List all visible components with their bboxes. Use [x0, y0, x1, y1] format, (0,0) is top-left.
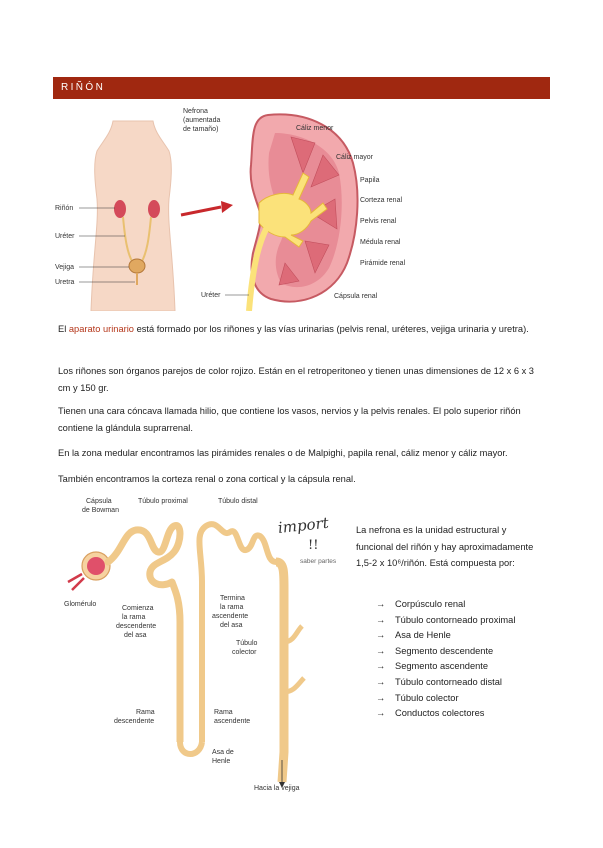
- label-hacia-vejiga: [254, 785, 300, 792]
- svg-text:Comienza: Comienza: [122, 605, 154, 612]
- svg-text:Cápsula renal: Cápsula renal: [334, 293, 378, 300]
- label-tubulo-colector: [232, 640, 258, 656]
- svg-text:del asa: del asa: [124, 632, 147, 639]
- list-item: → Conductos colectores: [376, 706, 556, 722]
- list-item: → Corpúsculo renal: [376, 597, 556, 613]
- svg-text:Uréter: Uréter: [201, 292, 221, 299]
- label-glomerulo: [64, 601, 96, 608]
- svg-text:Túbulo proximal: Túbulo proximal: [138, 498, 188, 505]
- list-item: → Segmento ascendente: [376, 659, 556, 675]
- loop-of-henle: [180, 742, 202, 754]
- label-caliz-mayor: [336, 154, 374, 161]
- section-header: [53, 77, 550, 99]
- label-capsula-bowman: [82, 498, 119, 514]
- svg-text:del asa: del asa: [220, 622, 243, 629]
- svg-text:Nefrona: Nefrona: [183, 108, 208, 115]
- descending-limb: [172, 582, 180, 742]
- arrow-icon: →: [376, 599, 386, 609]
- svg-text:colector: colector: [232, 649, 257, 656]
- svg-text:ascendente: ascendente: [214, 718, 251, 725]
- svg-text:Vejiga: Vejiga: [55, 264, 75, 271]
- label-pelvis: [360, 218, 397, 225]
- note-import: import: [277, 513, 330, 537]
- label-tubulo-proximal: [138, 498, 188, 505]
- list-item: → Asa de Henle: [376, 628, 556, 644]
- glomerulus: [87, 557, 105, 575]
- bladder-small: [129, 259, 145, 273]
- svg-text:Hacia la vejiga: Hacia la vejiga: [254, 785, 300, 792]
- arrow-icon: →: [376, 630, 386, 641]
- svg-text:Glomérulo: Glomérulo: [64, 601, 97, 608]
- paragraph-corteza: También encontramos la corteza renal o zona cortical y la cápsula renal.: [58, 474, 356, 484]
- label-termina: [212, 595, 248, 629]
- svg-text:Papila: Papila: [360, 177, 380, 184]
- svg-text:Pirámide renal: Pirámide renal: [360, 260, 406, 267]
- svg-text:Médula renal: Médula renal: [360, 239, 401, 246]
- label-caliz-menor: [296, 125, 334, 132]
- note-saber-partes: saber partes: [300, 558, 337, 565]
- paragraph-medular: En la zona medular encontramos las pirámides renales o de Malpighi, papila renal, cáliz menor y cáliz mayor.: [58, 448, 508, 458]
- svg-text:descendente: descendente: [116, 623, 157, 630]
- arrow-icon: →: [376, 645, 386, 656]
- svg-text:Henle: Henle: [212, 758, 231, 765]
- highlight-aparato-urinario: aparato urinario: [68, 324, 134, 334]
- list-item: → Túbulo contorneado proximal: [376, 613, 556, 629]
- svg-text:Túbulo distal: Túbulo distal: [218, 498, 258, 505]
- arrow-icon: →: [376, 692, 386, 703]
- label-comienza: [116, 605, 156, 639]
- collecting-tubule: [276, 562, 284, 782]
- label-papila: [360, 177, 380, 184]
- ascending-limb: [199, 524, 276, 742]
- svg-text:Corteza renal: Corteza renal: [360, 197, 403, 204]
- zoom-arrow: [181, 207, 221, 215]
- zoom-arrow-head: [221, 201, 233, 213]
- arrow-icon: →: [376, 676, 386, 687]
- right-kidney-small: [148, 200, 160, 218]
- afferent-arteriole: [68, 574, 84, 590]
- label-piramide: [360, 260, 406, 267]
- paragraph-rinones: Los riñones son órganos parejos de color rojizo. Están en el retroperitoneo y tienen unas dimensiones de 12 x 6 x 3 cm y 150 gr.: [58, 366, 534, 393]
- nephron-parts-list: [376, 597, 556, 722]
- label-nefrona: [183, 108, 220, 133]
- svg-text:la rama: la rama: [122, 614, 146, 621]
- section-title: RIÑÓN: [61, 82, 106, 93]
- svg-text:Uréter: Uréter: [55, 233, 75, 240]
- paragraph-hilio: Tienen una cara cóncava llamada hilio, que contiene los vasos, nervios y la pelvis renales. El polo superior riñón contiene la glándula suprarrenal.: [58, 406, 521, 433]
- svg-text:ascendente: ascendente: [212, 613, 249, 620]
- arrow-icon: →: [376, 614, 386, 625]
- list-item: → Segmento descendente: [376, 644, 556, 660]
- paragraph-aparato-urinario: El aparato urinario está formado por los riñones y las vías urinarias (pelvis renal, uréteres, vejiga urinaria y uretra).: [58, 324, 529, 334]
- arrow-icon: →: [376, 661, 386, 672]
- svg-text:Rama: Rama: [136, 709, 155, 716]
- kidney-anatomy-figure: [53, 103, 423, 311]
- label-tubulo-distal: [218, 498, 258, 505]
- svg-text:de tamaño): de tamaño): [183, 126, 219, 133]
- svg-text:Pelvis renal: Pelvis renal: [360, 218, 397, 225]
- svg-text:Termina: Termina: [220, 595, 245, 602]
- label-ureter-right: [201, 292, 249, 299]
- proximal-tubule: [108, 525, 180, 584]
- list-item: → Túbulo colector: [376, 691, 556, 707]
- left-kidney-small: [114, 200, 126, 218]
- svg-text:Riñón: Riñón: [55, 205, 74, 212]
- note-marks: !!: [308, 538, 319, 553]
- body-silhouette: [91, 121, 175, 311]
- label-rama-descendente: [114, 709, 155, 725]
- svg-text:descendente: descendente: [114, 718, 155, 725]
- svg-text:Uretra: Uretra: [55, 279, 75, 286]
- svg-text:Cáliz menor: Cáliz menor: [296, 125, 334, 132]
- label-medula: [360, 239, 401, 246]
- label-asa-henle: [212, 749, 234, 765]
- svg-text:Túbulo: Túbulo: [236, 640, 258, 647]
- svg-text:Rama: Rama: [214, 709, 233, 716]
- svg-text:Asa de: Asa de: [212, 749, 234, 756]
- nephron-intro: La nefrona es la unidad estructural y funcional del riñón y hay aproximadamente 1,5-2 x 10⁶/riñón. Está compuesta por:: [356, 525, 534, 568]
- handwritten-note: [276, 511, 358, 567]
- svg-text:Cápsula: Cápsula: [86, 498, 112, 505]
- list-item: → Túbulo contorneado distal: [376, 675, 556, 691]
- arrow-icon: →: [376, 708, 386, 719]
- label-rama-ascendente: [214, 709, 250, 725]
- svg-text:Cáliz mayor: Cáliz mayor: [336, 154, 373, 161]
- label-corteza: [360, 197, 402, 204]
- svg-text:(aumentada: (aumentada: [183, 117, 221, 124]
- svg-text:la rama: la rama: [220, 604, 244, 611]
- label-capsula: [334, 293, 378, 300]
- svg-text:de Bowman: de Bowman: [82, 507, 119, 514]
